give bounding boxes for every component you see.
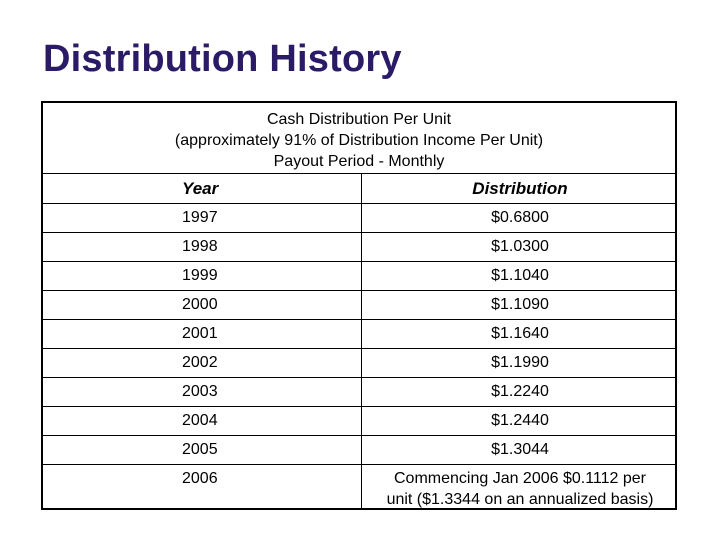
year-cell: 2000 (182, 296, 218, 313)
caption-line-1: Cash Distribution Per Unit (266, 111, 452, 128)
table-row (43, 262, 675, 291)
distribution-note-cell (369, 468, 671, 510)
table-row-final (43, 465, 675, 511)
table-row (43, 378, 675, 407)
distribution-cell: $1.1990 (491, 354, 549, 371)
distribution-cell: $1.2440 (491, 412, 549, 429)
distribution-cell: $1.3044 (491, 441, 549, 458)
distribution-cell: $1.0300 (491, 238, 549, 255)
distribution-cell: $1.1040 (491, 267, 549, 284)
year-cell: 2003 (182, 383, 218, 400)
distribution-table (41, 101, 677, 510)
distribution-cell: $1.2240 (491, 383, 549, 400)
year-cell: 2001 (182, 325, 218, 342)
distribution-column-header: Distribution (472, 179, 568, 198)
year-cell: 1999 (182, 267, 218, 284)
year-cell: 2004 (182, 412, 218, 429)
table-body (43, 174, 675, 511)
distribution-cell: $1.1090 (491, 296, 549, 313)
caption-line-2: (approximately 91% of Distribution Income Per Unit) (174, 132, 544, 149)
table-row (43, 407, 675, 436)
distribution-note-line-2: unit ($1.3344 on an annualized basis) (386, 491, 654, 508)
year-cell: 2005 (182, 441, 218, 458)
year-cell: 1998 (182, 238, 218, 255)
table-row (43, 349, 675, 378)
table-row (43, 291, 675, 320)
year-column-header: Year (182, 179, 219, 198)
slide-title: Distribution History (43, 38, 402, 80)
column-header-row (43, 174, 675, 204)
year-cell: 2006 (182, 470, 218, 487)
table-row (43, 204, 675, 233)
distribution-cell: $1.1640 (491, 325, 549, 342)
table-caption (43, 103, 675, 174)
caption-line-3: Payout Period - Monthly (273, 153, 445, 170)
table-row (43, 320, 675, 349)
table-row (43, 436, 675, 465)
year-cell: 2002 (182, 354, 218, 371)
year-cell: 1997 (182, 209, 218, 226)
table-row (43, 233, 675, 262)
distribution-note-line-1: Commencing Jan 2006 $0.1112 per (393, 470, 646, 487)
distribution-cell: $0.6800 (491, 209, 549, 226)
